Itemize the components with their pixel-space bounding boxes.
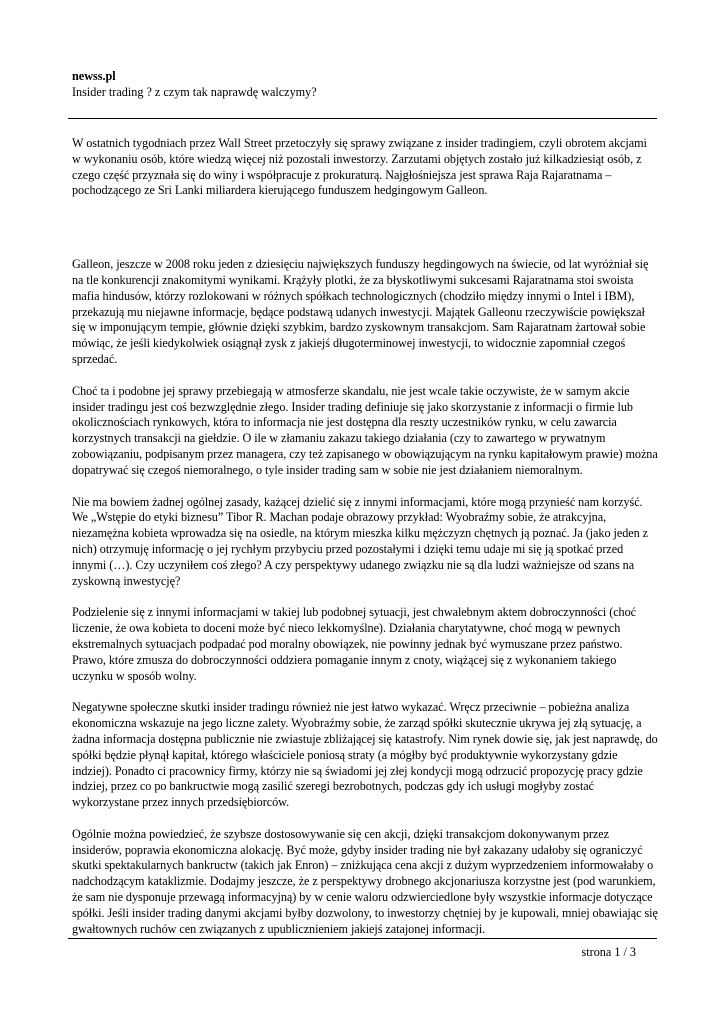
document-title: Insider trading ? z czym tak naprawdę walczymy?	[72, 85, 317, 99]
page-number: strona 1 / 3	[581, 945, 636, 959]
site-name: newss.pl	[72, 69, 116, 83]
article-body	[72, 136, 658, 937]
paragraph: Podzielenie się z innymi informacjami w takiej lub podobnej sytuacji, jest chwalebnym aktem dobroczynności (choć liczenie, że owa kobieta to doceni może być nieco lekkomyślne). Działania charytatywne, choć mogą w pewnych ekstremalnych sytuacjach podpadać pod moralny obowiązek, nie powinny jednak być wymuszane przez państwo. Prawo, które zmusza do dobroczynności oddziera pomaganie innym z cnoty, wiążącej się z wykonaniem takiego uczynku w sposób wolny.	[72, 605, 637, 683]
footer-divider	[68, 938, 657, 939]
paragraph: Galleon, jeszcze w 2008 roku jeden z dziesięciu największych funduszy hegdingowych na świecie, od lat wyróżniał się na tle konkurencji znakomitymi wynikami. Krążyły plotki, że za błyskotliwymi sukcesami Rajaratnama stoi swoista mafia hindusów, którzy rozlokowani w różnych spółkach technologicznych (chodziło między innymi o Intel i IBM), przekazują mu niejawne informacje, będące podstawą udanych inwestycji. Majątek Galleonu rzeczywiście powiększał się w imponującym tempie, głównie dzięki szybkim, bardzo zyskownym transakcjom. Sam Rajaratnam żartował sobie mówiąc, że jeśli kiedykolwiek osiągnął zysk z jakiejś długoterminowej inwestycji, to widocznie zapomniał czegoś sprzedać.	[72, 257, 649, 366]
page-header	[72, 68, 658, 100]
paragraph: W ostatnich tygodniach przez Wall Street przetoczyły się sprawy związane z insider tradingiem, czyli obrotem akcjami w wykonaniu osób, które wiedzą więcej niż pozostali inwestorzy. Zarzutami objętych zostało już kilkadziesiąt osób, z czego część przyznała się do winy i współpracuje z prokuraturą. Najgłośniejsza jest sprawa Raja Rajaratnama – pochodzącego ze Sri Lanki miliardera kierującego funduszem hedgingowym Galleon.	[72, 136, 647, 198]
paragraph: Choć ta i podobne jej sprawy przebiegają w atmosferze skandalu, nie jest wcale takie oczywiste, że w samym akcie insider tradingu jest coś bezwzględnie złego. Insider trading definiuje się jako skorzystanie z informacji o firmie lub okolicznościach rynkowych, która to informacja nie jest dostępna dla reszty uczestników rynku, w celu zawarcia korzystnych transakcji na giełdzie. O ile w złamaniu zakazu takiego działania (czy to zawartego w prywatnym zobowiązaniu, podpisanym przez managera, czy też zapisanego w obowiązującym na rynku kapitałowym prawie) można dopatrywać się czegoś niemoralnego, o tyle insider trading sam w sobie nie jest działaniem niemoralnym.	[72, 383, 658, 477]
paragraph: Ogólnie można powiedzieć, że szybsze dostosowywanie się cen akcji, dzięki transakcjom dokonywanym przez insiderów, poprawia ekonomiczna alokację. Być może, gdyby insider trading nie był zakazany udałoby się ograniczyć skutki spektakularnych bankructw (takich jak Enron) – zniżkująca cena akcji z dużym wyprzedzeniem informowałaby o nadchodzącym kataklizmie. Dodajmy jeszcze, że z perspektywy drobnego akcjonariusza korzystne jest (pod warunkiem, że sam nie dysponuje przewagą informacyjną) by w cenie waloru odzwierciedlone były wszystkie informacje dotyczące spółki. Jeśli insider trading danymi akcjami byłby dozwolony, to inwestorzy chętniej by je kupowali, mniej obawiając się gwałtownych ruchów cen związanych z upublicznieniem jakiejś zatajonej informacji.	[72, 826, 658, 936]
header-divider	[68, 118, 657, 119]
paragraph: Nie ma bowiem żadnej ogólnej zasady, każącej dzielić się z innymi informacjami, które mogą przynieść nam korzyść. We „Wstępie do etyki biznesu” Tibor R. Machan podaje obrazowy przykład: Wyobraźmy sobie, że atrakcyjna, niezamężna kobieta wprowadza się na osiedle, na którym mieszka kilku mężczyzn chętnych ją poznać. Ja (jako jeden z nich) otrzymuję informację o jej rychłym przybyciu przed pozostałymi i dzięki temu udaje mi się ją spotkać przed innymi (…). Czy uczyniłem coś złego? A czy perspektywy udanego związku nie są dla ludzi ważniejsze od szans na zyskowną inwestycję?	[72, 494, 649, 588]
paragraph: Negatywne społeczne skutki insider tradingu również nie jest łatwo wykazać. Wręcz przeciwnie – pobieżna analiza ekonomiczna wskazuje na jego liczne zalety. Wyobraźmy sobie, że zarząd spółki skutecznie ukrywa jej złą sytuację, a żadna informacja dostępna publicznie nie zwiastuje zbliżającej się katastrofy. Nim rynek dowie się, jak jest naprawdę, do spółki będzie płynął kapitał, którego właściciele poniosą straty (a mógłby być produktywnie wykorzystany gdzie indziej). Ponadto ci pracownicy firmy, którzy nie są świadomi jej złej kondycji mogą odrzucić propozycję pracy gdzie indziej, przez co po bankructwie mogą zasilić szeregi bezrobotnych, podczas gdy ich usługi mogłyby zostać wykorzystane przez innych przedsiębiorców.	[72, 700, 658, 810]
